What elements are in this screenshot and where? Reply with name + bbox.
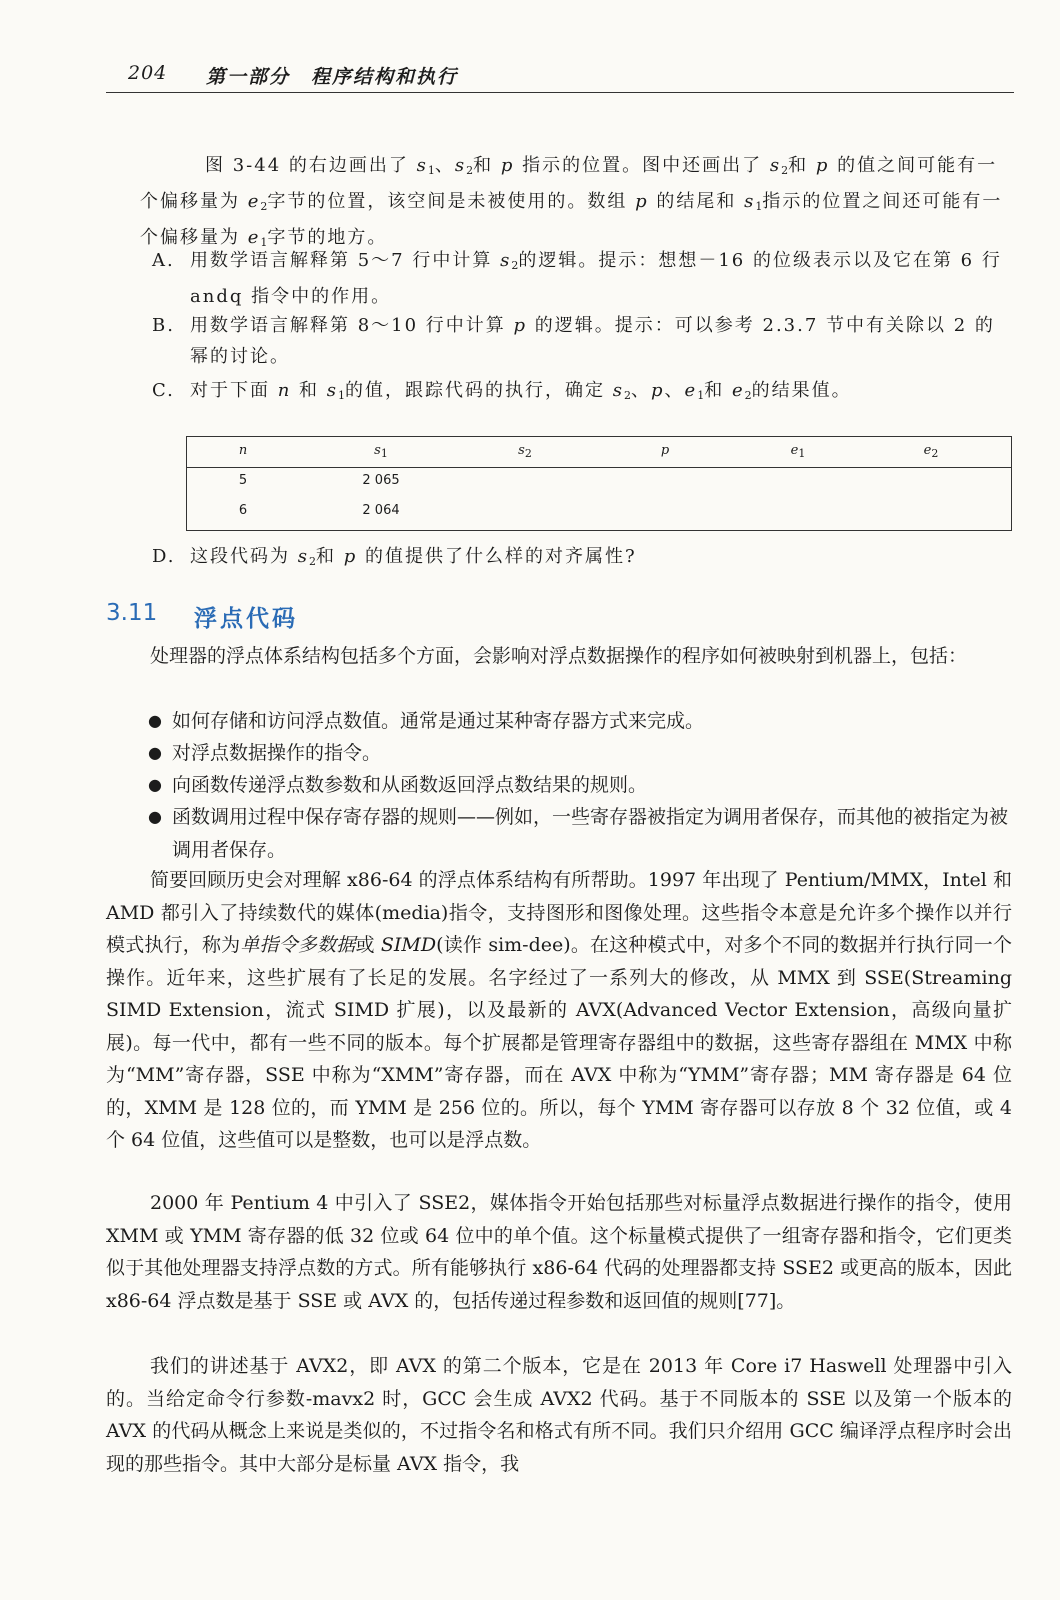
italic-term: s (297, 546, 309, 567)
option-a (152, 245, 1010, 312)
italic-term: e (247, 227, 261, 248)
paragraph-text: 处理器的浮点体系结构包括多个方面，会影响对浮点数据操作的程序如何被映射到机器上，包括： (150, 645, 968, 667)
italic-term: s (769, 155, 782, 176)
subscript: 2 (308, 555, 316, 568)
option-label: D. (152, 546, 176, 567)
table-cell: 2 064 (362, 503, 400, 518)
italic-term: p (513, 315, 528, 336)
italic-term: p (343, 546, 358, 567)
italic-term: p (815, 155, 830, 176)
table-header-cell: n (238, 443, 248, 458)
table-header-cell: $s_1$ (374, 443, 388, 460)
italic-term: SIMD (380, 934, 437, 956)
bullet-item (150, 705, 1012, 738)
bullet-icon: ● (148, 775, 162, 794)
table-cell: 2 065 (362, 473, 400, 488)
paragraph-text: 我们的讲述基于 AVX2，即 AVX 的第二个版本，它是在 2013 年 Core i7 Haswell 处理器中引入的。当给定命令行参数-mavx2 时，GCC 会生成 AVX2 代码。基于不同版本的 SSE 以及第一个版本的 AVX 的代码从概念上来说是类似的，不过指令名和格式有所不同。我们只介绍用 GCC 编译浮点程序时会出现的那些指令。其中大部分是标量 AVX 指令，我 (106, 1355, 1012, 1475)
section-number: 3.11 (106, 600, 158, 626)
subscript: 1 (427, 164, 435, 177)
table-header-cell: p (660, 443, 670, 458)
option-text: 用数学语言解释第 8～10 行中计算 p 的逻辑。提示：可以参考 2.3.7 节中有关除以 2 的幂的讨论。 (190, 315, 995, 367)
option-c (152, 375, 1010, 411)
subscript: 1 (697, 389, 705, 402)
italic-term: e (731, 380, 745, 401)
subscript: 2 (781, 164, 789, 177)
italic-term: p (651, 380, 665, 401)
italic-term: s (612, 380, 625, 401)
paragraph-text: 简要回顾历史会对理解 x86-64 的浮点体系结构有所帮助。1997 年出现了 Pentium/MMX，Intel 和 AMD 都引入了持续数代的媒体(media)指令，支持图形和图像处理。这些指令本意是允许多个操作以并行模式执行，称为单指令多数据或 SIMD(读作 sim-dee)。在这种模式中，对多个不同的数据并行执行同一个操作。近年来，这些扩展有了长足的发展。名字经过了一系列大的修改，从 MMX 到 SSE(Streaming SIMD Extension，流式 SIMD 扩展)，以及最新的 AVX(Advanced Vector Extension，高级向量扩展)。每一代中，都有一些不同的版本。每个扩展都是管理寄存器组中的数据，这些寄存器组在 MMX 中称为“MM”寄存器，SSE 中称为“XMM”寄存器，而在 AVX 中称为“YMM”寄存器；MM 寄存器是 64 位的，XMM 是 128 位的，而 YMM 是 256 位的。所以，每个 YMM 寄存器可以存放 8 个 32 位值，或 4 个 64 位值，这些值可以是整数，也可以是浮点数。 (106, 869, 1012, 1151)
italic-term: p (635, 191, 649, 212)
subscript: 1 (338, 389, 346, 402)
bullet-text: 如何存储和访问浮点数值。通常是通过某种寄存器方式来完成。 (172, 710, 705, 732)
option-label: C. (152, 380, 175, 401)
subscript: 1 (755, 200, 763, 213)
section-title: 浮点代码 (194, 606, 298, 632)
exercise-intro (140, 150, 1010, 258)
option-label: B. (152, 315, 175, 336)
subscript: 2 (511, 259, 519, 272)
bullet-icon: ● (148, 807, 162, 826)
body-paragraph-4 (106, 1350, 1012, 1480)
option-text: 用数学语言解释第 5～7 行中计算 $s_2$的逻辑。提示：想想－16 的位级表示以及它在第 6 行 andq 指令中的作用。 (190, 250, 1002, 307)
subscript: 2 (931, 447, 939, 460)
exercise-intro-text: 图 3-44 的右边画出了 $s_1$、$s_2$和 p 指示的位置。图中还画出了 $s_2$和 p 的值之间可能有一个偏移量为 $e_2$字节的位置，该空间是未被使用的。数组 p 的结尾和 $s_1$指示的位置之间还可能有一个偏移量为 $e_1$字节的地方。 (140, 155, 1003, 249)
body-paragraph-3 (106, 1187, 1012, 1317)
subscript: 1 (260, 236, 268, 249)
bullet-icon: ● (148, 743, 162, 762)
page-number: 204 (128, 62, 168, 84)
bullet-item (150, 737, 1012, 770)
italic-term: e (684, 380, 698, 401)
body-paragraph-1 (106, 640, 1012, 673)
table-cell: 6 (238, 503, 248, 518)
table-header-cell: $e_2$ (923, 443, 939, 460)
paragraph-text: 2000 年 Pentium 4 中引入了 SSE2，媒体指令开始包括那些对标量浮点数据进行操作的指令，使用 XMM 或 YMM 寄存器的低 32 位或 64 位中的单个值。这个标量模式提供了一组寄存器和指令，它们更类似于其他处理器支持浮点数的方式。所有能够执行 x86-64 代码的处理器都支持 SSE2 或更高的版本，因此 x86-64 浮点数是基于 SSE 或 AVX 的，包括传递过程参数和返回值的规则[77]。 (106, 1192, 1012, 1312)
exercise-table (186, 436, 1012, 531)
table-cell: 5 (238, 473, 248, 488)
subscript: 1 (380, 447, 388, 460)
table-header-rule (187, 467, 1011, 468)
italic-term: p (500, 155, 515, 176)
bullet-item (150, 769, 1012, 802)
body-paragraph-2 (106, 864, 1012, 1157)
option-label: A. (152, 250, 175, 271)
bullet-icon: ● (148, 711, 162, 730)
option-text: 这段代码为 $s_2$和 p 的值提供了什么样的对齐属性? (190, 546, 637, 568)
option-text: 对于下面 n 和 $s_1$的值，跟踪代码的执行，确定 $s_2$、p、$e_1$和 $e_2$的结果值。 (190, 380, 852, 402)
subscript: 2 (466, 164, 474, 177)
bullet-item (150, 801, 1012, 866)
page-header (106, 58, 1014, 93)
table-header-cell: $e_1$ (790, 443, 806, 460)
bullet-text: 向函数传递浮点数参数和从函数返回浮点数结果的规则。 (172, 774, 648, 796)
italic-term: s (500, 250, 512, 271)
italic-term: n (277, 380, 292, 401)
italic-term: s (416, 155, 428, 176)
italic-term: 单指令多数据 (240, 934, 356, 956)
subscript: 2 (524, 447, 532, 460)
italic-term: s (454, 155, 467, 176)
subscript: 2 (260, 200, 268, 213)
option-b (152, 310, 1010, 372)
italic-term: e (247, 191, 261, 212)
table-header-cell: $s_2$ (518, 443, 532, 460)
italic-term: s (744, 191, 756, 212)
bullet-text: 函数调用过程中保存寄存器的规则——例如，一些寄存器被指定为调用者保存，而其他的被指定为被调用者保存。 (172, 806, 1009, 861)
option-d (152, 541, 1010, 577)
part-title: 第一部分 程序结构和执行 (206, 66, 459, 88)
bullet-text: 对浮点数据操作的指令。 (172, 742, 382, 764)
subscript: 2 (624, 389, 632, 402)
subscript: 1 (798, 447, 806, 460)
italic-term: s (326, 380, 339, 401)
subscript: 2 (744, 389, 752, 402)
